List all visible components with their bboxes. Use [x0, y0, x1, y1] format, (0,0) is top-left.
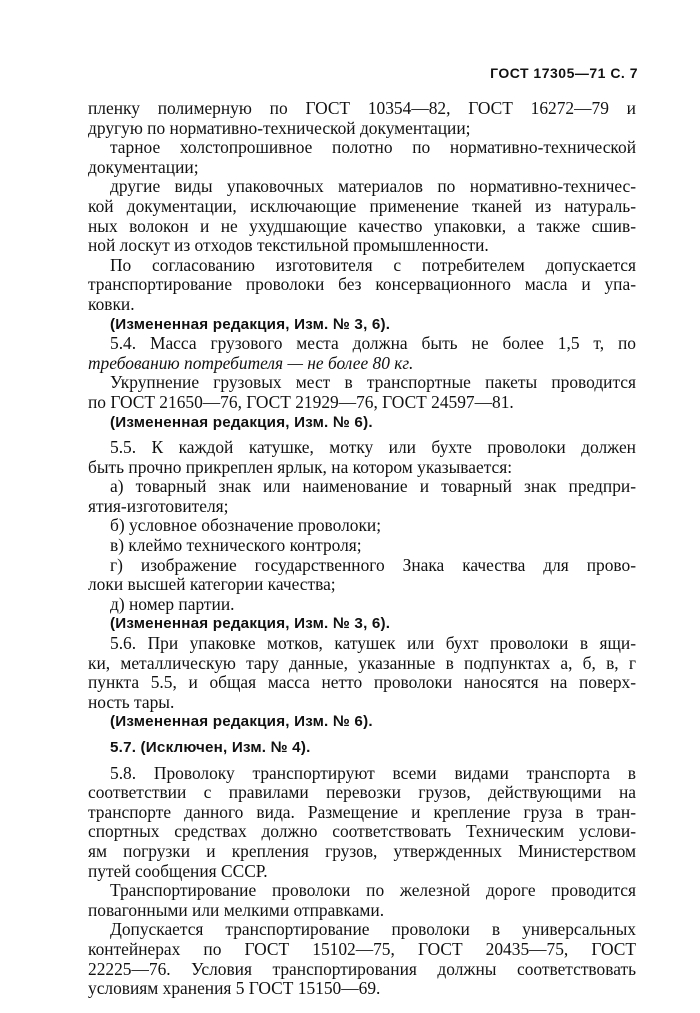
text-line: д) номер партии.: [110, 593, 235, 614]
text-line: повагонными или мелкими отправками.: [88, 899, 385, 920]
body-text: [88, 99, 636, 999]
text-line: Укрупнение грузовых мест в транспортные пакеты проводится: [110, 372, 636, 393]
text-line: спортных средствах должно соответствовать Техническим услови-: [88, 821, 636, 842]
text-line: Транспортирование проволоки по железной дороге проводится: [110, 880, 636, 901]
text-line: б) условное обозначение проволоки;: [110, 515, 382, 536]
text-line: пленку полимерную по ГОСТ 10354—82, ГОСТ 16272—79 и: [88, 98, 636, 118]
amendment-note: (Измененная редакция, Изм. № 6).: [110, 413, 373, 431]
text-line: другую по нормативно-технической документации;: [88, 117, 471, 138]
amendment-note: (Измененная редакция, Изм. № 6).: [110, 713, 373, 731]
text-line: 5.5. К каждой катушке, мотку или бухте проволоки должен: [110, 437, 636, 458]
text-line: путей сообщения СССР.: [88, 860, 268, 881]
text-line: 5.6. При упаковке мотков, катушек или бухт проволоки в ящи-: [110, 633, 636, 654]
text-line: условиям хранения 5 ГОСТ 15150—69.: [88, 978, 381, 999]
text-line: документации;: [88, 156, 199, 177]
text-line: ки, металлическую тару данные, указанные в подпунктах а, б, в, г: [88, 652, 636, 673]
text-line: по ГОСТ 21650—76, ГОСТ 21929—76, ГОСТ 24597—81.: [88, 391, 514, 412]
text-line: г) изображение государственного Знака качества для прово-: [110, 554, 636, 575]
text-line: в) клеймо технического контроля;: [110, 535, 362, 556]
text-line: 5.4. Масса грузового места должна быть не более 1,5 т, по: [110, 333, 636, 354]
text-line: Допускается транспортирование проволоки в универсальных: [110, 919, 636, 940]
text-line: тарное холстопрошивное полотно по нормативно-технической: [110, 137, 636, 158]
text-line: пункта 5.5, и общая масса нетто проволоки наносятся на поверх-: [88, 672, 636, 693]
text-line: а) товарный знак или наименование и товарный знак предпри-: [110, 476, 636, 497]
text-line: ной лоскут из отходов текстильной промышленности.: [88, 235, 489, 256]
text-line: 22225—76. Условия транспортирования должны соответствовать: [88, 958, 636, 979]
running-header: ГОСТ 17305—71 С. 7: [490, 65, 638, 81]
text-line: соответствии с правилами перевозки грузов, действующими на: [88, 782, 636, 803]
text-line: быть прочно прикреплен ярлык, на котором указывается:: [88, 456, 513, 477]
italic-text: требованию потребителя — не более 80 кг.: [88, 352, 414, 373]
text-line: другие виды упаковочных материалов по нормативно-техничес-: [110, 176, 636, 197]
text-line: По согласованию изготовителя с потребителем допускается: [110, 254, 636, 275]
text-line: контейнерах по ГОСТ 15102—75, ГОСТ 20435—75, ГОСТ: [88, 938, 636, 959]
amendment-note: (Измененная редакция, Изм. № 3, 6).: [110, 615, 391, 633]
text-line: ных волокон и не ухудшающие качество упаковки, а также сшив-: [88, 215, 636, 236]
text-line: 5.8. Проволоку транспортируют всеми видами транспорта в: [110, 762, 636, 783]
text-line: [88, 354, 636, 374]
amendment-note: 5.7. (Исключен, Изм. № 4).: [110, 739, 311, 756]
text-line: ность тары.: [88, 691, 175, 712]
text-line: транспортирование проволоки без консервационного масла и упа-: [88, 274, 636, 295]
text-line: локи высшей категории качества;: [88, 574, 336, 595]
text-line: кой документации, исключающие применение тканей из натураль-: [88, 195, 636, 216]
amendment-note: (Измененная редакция, Изм. № 3, 6).: [110, 315, 391, 333]
text-line: транспорте данного вида. Размещение и крепление груза в тран-: [88, 801, 636, 822]
text-line: ям погрузки и крепления грузов, утвержденных Министерством: [88, 840, 636, 861]
text-line: ятия-изготовителя;: [88, 495, 229, 516]
text-line: ковки.: [88, 293, 135, 314]
